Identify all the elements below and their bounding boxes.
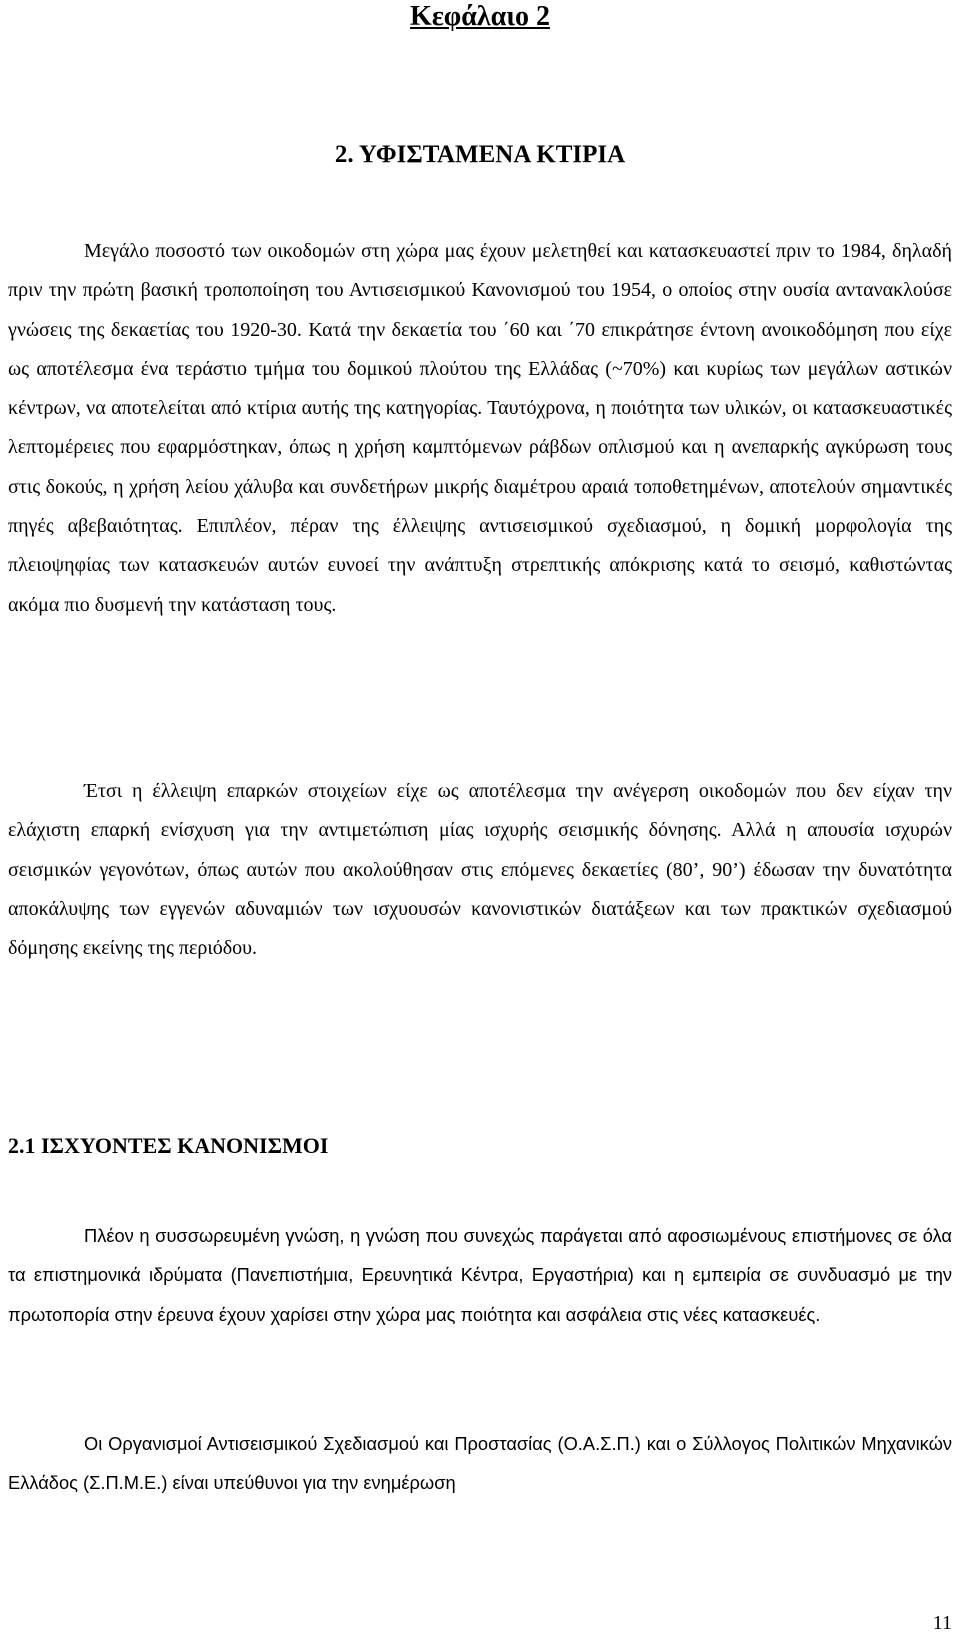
chapter-title: Κεφάλαιο 2 bbox=[410, 1, 550, 32]
subsection-paragraph-1: Πλέον η συσσωρευμένη γνώση, η γνώση που συνεχώς παράγεται από αφοσιωμένους επιστήμονες σε όλα τα επιστημονικά ιδρύματα (Πανεπιστήμια, Ερευνητικά Κέντρα, Εργαστήρια) και η εμπειρία σε συνδυασμό με την πρωτοπορία στην έρευνα έχουν χαρίσει στην χώρα μας ποιότητα και ασφάλεια στις νέες κατασκευές. bbox=[8, 1225, 952, 1325]
subsection-paragraph-2: Οι Οργανισμοί Αντισεισμικού Σχεδιασμού και Προστασίας (Ο.Α.Σ.Π.) και ο Σύλλογος Πολιτικών Μηχανικών Ελλάδος (Σ.Π.Μ.Ε.) είναι υπεύθυνοι για την ενημέρωση bbox=[8, 1433, 952, 1494]
section-paragraph-1: Μεγάλο ποσοστό των οικοδομών στη χώρα μας έχουν μελετηθεί και κατασκευαστεί πριν το 1984, δηλαδή πριν την πρώτη βασική τροποποίηση του Αντισεισμικού Κανονισμού του 1954, ο οποίος στην ουσία αντανακλούσε γνώσεις της δεκαετίας του 1920-30. Κατά την δεκαετία του ΄60 και ΄70 επικράτησε έντονη ανοικοδόμηση που είχε ως αποτέλεσμα ένα τεράστιο τμήμα του δομικού πλούτου της Ελλάδας (~70%) και κυρίως των μεγάλων αστικών κέντρων, να αποτελείται από κτίρια αυτής της κατηγορίας. Ταυτόχρονα, η ποιότητα των υλικών, οι κατασκευαστικές λεπτομέρειες που εφαρμόστηκαν, όπως η χρήση καμπτόμενων ράβδων οπλισμού και η ανεπαρκής αγκύρωση τους στις δοκούς, η χρήση λείου χάλυβα και συνδετήρων μικρής διαμέτρου αραιά τοποθετημένων, αποτελούν σημαντικές πηγές αβεβαιότητας. Επιπλέον, πέραν της έλλειψης αντισεισμικού σχεδιασμού, η δομική μορφολογία της πλειοψηφίας των κατασκευών αυτών ευνοεί την ανάπτυξη στρεπτικής απόκρισης κατά το σεισμό, καθιστώντας ακόμα πιο δυσμενή την κατάσταση τους. bbox=[8, 240, 952, 616]
section-paragraph-2: Έτσι η έλλειψη επαρκών στοιχείων είχε ως αποτέλεσμα την ανέγερση οικοδομών που δεν είχαν την ελάχιστη επαρκή ενίσχυση για την αντιμετώπιση μίας ισχυρής σεισμικής δόνησης. Αλλά η απουσία ισχυρών σεισμικών γεγονότων, όπως αυτών που ακολούθησαν στις επόμενες δεκαετίες (80’, 90’) έδωσαν την δυνατότητα αποκάλυψης των εγγενών αδυναμιών των ισχυουσών κανονιστικών διατάξεων και των πρακτικών σχεδιασμού δόμησης εκείνης της περιόδου. bbox=[8, 780, 952, 960]
section-title: 2. ΥΦΙΣΤΑΜΕΝΑ ΚΤΙΡΙΑ bbox=[334, 141, 626, 168]
page-number: 11 bbox=[932, 1612, 952, 1634]
subsection-title: 2.1 ΙΣΧΥΟΝΤΕΣ ΚΑΝΟΝΙΣΜΟΙ bbox=[8, 1133, 329, 1158]
